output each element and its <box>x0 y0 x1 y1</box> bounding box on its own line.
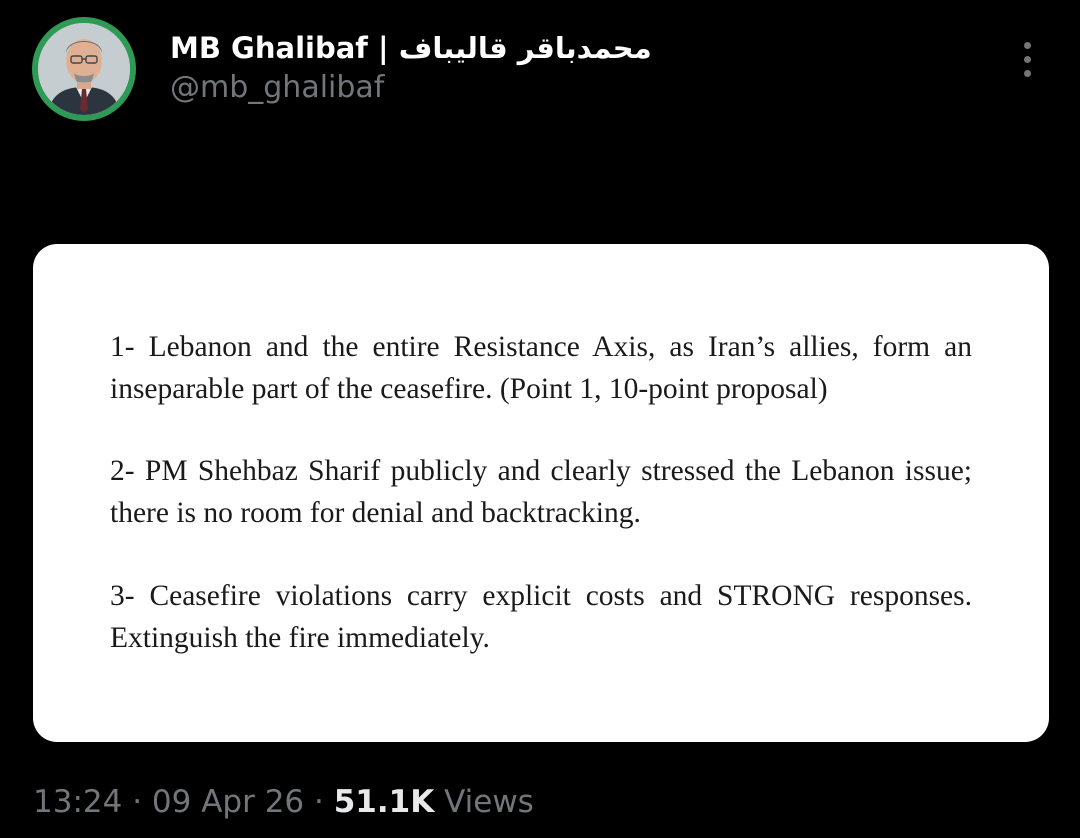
user-handle[interactable]: @mb_ghalibaf <box>170 70 385 105</box>
avatar[interactable] <box>32 17 136 121</box>
separator-dot: · <box>132 784 143 820</box>
statement-point-1: 1- Lebanon and the entire Resistance Axis, as Iran’s allies, form an inseparable part of the ceasefire. (Point 1, 10-point proposal) <box>110 331 972 405</box>
tweet-media-image[interactable] <box>33 244 1049 742</box>
display-name[interactable]: MB Ghalibaf | محمدباقر قالیباف <box>170 31 652 65</box>
avatar-photo <box>38 23 130 115</box>
separator-dot: · <box>314 784 324 820</box>
tweet-metadata <box>33 780 534 824</box>
tweet-date[interactable]: 09 Apr 26 <box>151 784 305 820</box>
author-name-row[interactable] <box>170 28 652 73</box>
more-vertical-icon <box>1024 56 1031 63</box>
tweet-time[interactable]: 13:24 <box>33 784 123 820</box>
statement-point-2: 2- PM Shehbaz Sharif publicly and clearly stressed the Lebanon issue; there is no room for denial and backtracking. <box>110 455 972 529</box>
more-vertical-icon <box>1024 70 1031 77</box>
more-options-button[interactable] <box>1008 38 1048 82</box>
more-vertical-icon <box>1024 42 1031 49</box>
profile-photo-icon <box>38 23 130 115</box>
statement-point-3: 3- Ceasefire violations carry explicit costs and STRONG responses. Extinguish the fire immediately. <box>110 580 972 654</box>
views-count[interactable]: 51.1K <box>333 784 435 820</box>
views-label: Views <box>444 784 534 820</box>
